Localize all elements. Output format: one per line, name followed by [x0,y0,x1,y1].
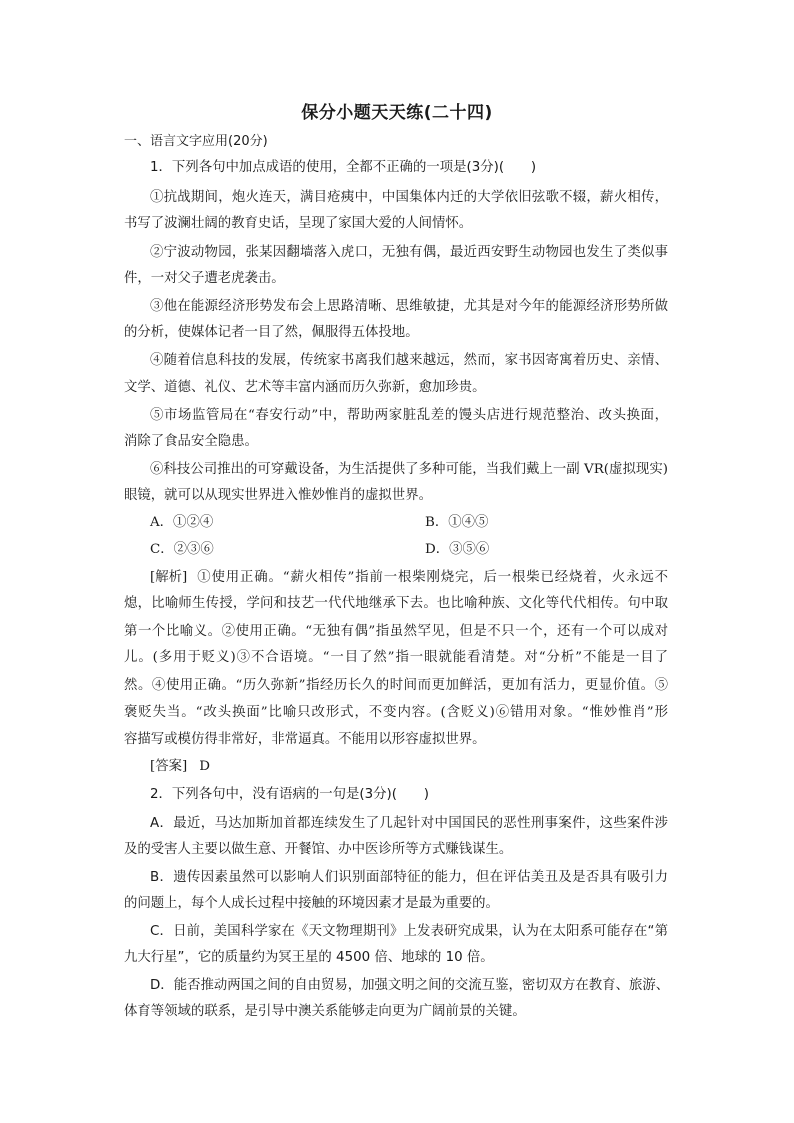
q1-line: ③他在能源经济形势发布会上思路清晰、思维敏捷，尤其是对今年的能源经济形势所做 [150,299,668,314]
q2-line: 九大行星”，它的质量约为冥王星的 4500 倍、地球的 10 倍。 [124,950,494,965]
analysis-text: ①使用正确。“薪火相传”指前一根柴刚烧完，后一根柴已经烧着，火永远不 [197,570,668,585]
analysis-text: 儿。(多用于贬义)③不合语境。“一目了然”指一眼就能看清楚。对“分析”不能是一目了 [124,650,668,665]
q2-line: 及的受害人主要以做生意、开餐馆、办中医诊所等方式赚钱谋生。 [124,842,513,857]
q1-answer [150,757,210,777]
q2-option-a: A．最近，马达加斯加首都连续发生了几起针对中国国民的恶性刑事案件，这些案件涉 [150,816,668,831]
q1-line: 的分析，使媒体记者一目了然，佩服得五体投地。 [124,325,419,340]
q1-stem: 1．下列各句中加点成语的使用，全都不正确的一项是(3分)( ) [150,160,537,175]
answer-label: [答案] [150,759,188,774]
q1-line: 消除了食品安全隐患。 [124,434,258,449]
q1-analysis-first-line [150,568,668,588]
q2-option-c: C．日前，美国科学家在《天文物理期刊》上发表研究成果，认为在太阳系可能存在“第 [150,924,668,939]
q1-line: ⑤市场监管局在“春安行动”中，帮助两家脏乱差的馒头店进行规范整治、改头换面， [150,408,668,423]
q1-option-d: D．③⑤⑥ [425,542,490,557]
q1-option-b: B．①④⑤ [425,515,489,530]
q1-line: ①抗战期间，炮火连天，满目疮痍中，中国集体内迁的大学依旧弦歌不辍，薪火相传， [150,190,668,205]
q1-line: 文学、道德、礼仪、艺术等丰富内涵而历久弥新，愈加珍贵。 [124,380,486,395]
q1-line: 眼镜，就可以从现实世界进入惟妙惟肖的虚拟世界。 [124,488,432,503]
analysis-text: 熄，比喻师生传授，学问和技艺一代代地继承下去。也比喻种族、文化等代代相传。句中取 [124,596,668,611]
section-heading: 一、语言文字应用(20分) [124,134,268,149]
q2-option-b: B．遗传因素虽然可以影响人们识别面部特征的能力，但在评估美丑及是否具有吸引力 [150,870,668,885]
analysis-text: 第一个比喻义。②使用正确。“无独有偶”指虽然罕见，但是不只一个，还有一个可以成对 [124,624,668,639]
analysis-text: 容描写或模仿得非常好，非常逼真。不能用以形容虚拟世界。 [124,732,486,747]
q1-line: 书写了波澜壮阔的教育史话，呈现了家国大爱的人间情怀。 [124,216,473,231]
q1-line: 件，一对父子遭老虎袭击。 [124,271,285,286]
q1-line: ④随着信息科技的发展，传统家书离我们越来越远，然而，家书因寄寓着历史、亲情、 [150,353,668,368]
q1-option-a: A．①②④ [150,515,214,530]
q1-line: ②宁波动物园，张某因翻墙落入虎口，无独有偶，最近西安野生动物园也发生了类似事 [150,245,668,260]
analysis-text: 褒贬失当。“改头换面”比喻只改形式，不变内容。(含贬义)⑥错用对象。“惟妙惟肖”形 [124,705,668,720]
page-title: 保分小题天天练(二十四) [301,103,493,123]
q2-stem: 2．下列各句中，没有语病的一句是(3分)( ) [150,787,429,802]
analysis-label: [解析] [150,570,188,585]
q1-line: ⑥科技公司推出的可穿戴设备，为生活提供了多种可能，当我们戴上一副 VR(虚拟现实) [150,462,668,477]
q2-line: 的问题上，每个人成长过程中接触的环境因素才是最为重要的。 [124,896,499,911]
analysis-text: 然。④使用正确。“历久弥新”指经历长久的时间而更加鲜活，更加有活力，更显价值。⑤ [124,678,668,693]
q1-option-c: C．②③⑥ [150,542,214,557]
answer-value: D [199,759,210,774]
q2-option-d: D．能否推动两国之间的自由贸易，加强文明之间的交流互鉴，密切双方在教育、旅游、 [150,978,670,993]
q2-line: 体育等领域的联系，是引导中澳关系能够走向更为广阔前景的关键。 [124,1004,526,1019]
